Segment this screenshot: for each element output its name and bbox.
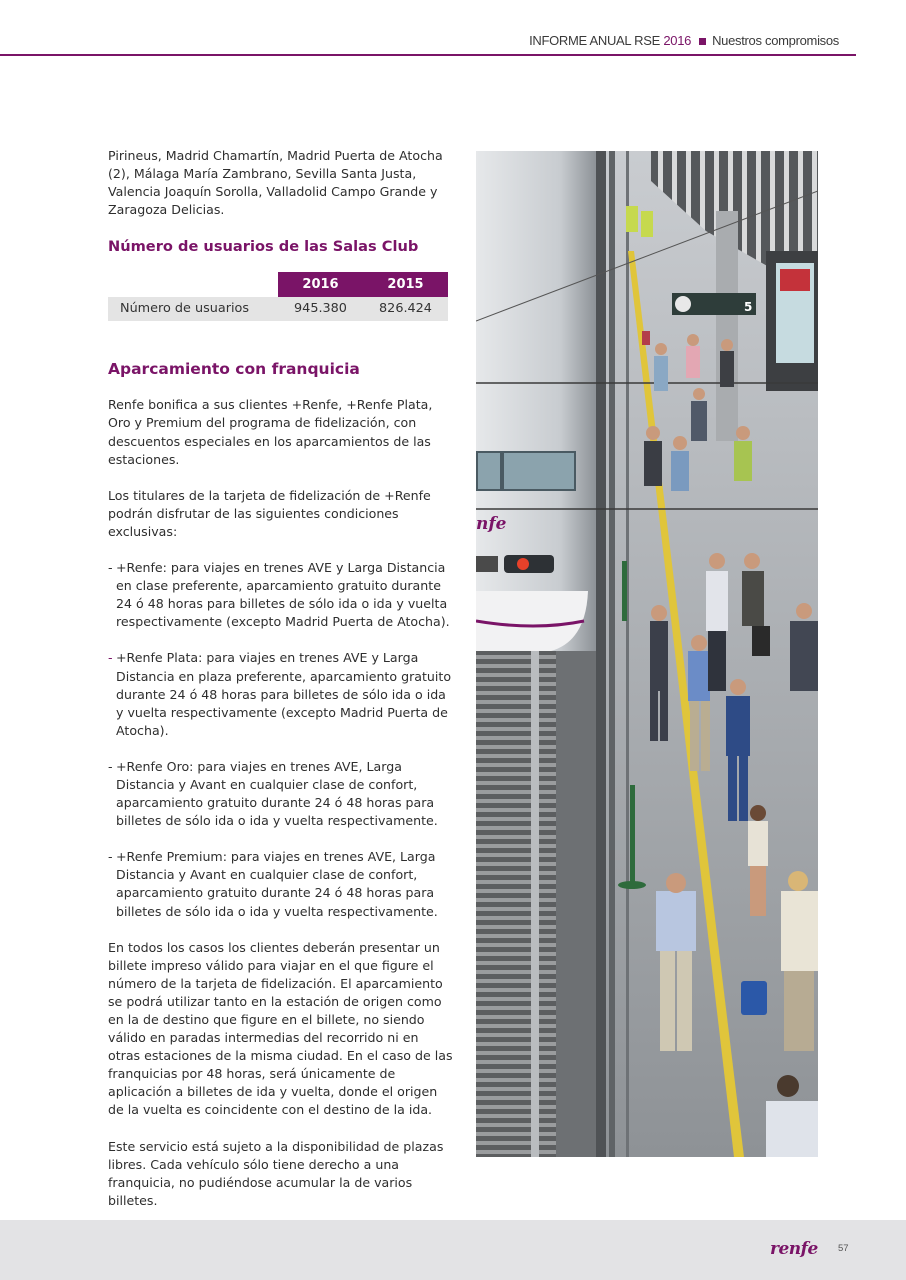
table-row <box>108 297 448 321</box>
table-header-blank <box>108 272 278 297</box>
dash-icon: - <box>108 849 113 865</box>
svg-text:nfe: nfe <box>476 514 507 534</box>
paragraph: En todos los casos los clientes deberán presentar un billete impreso válido para viajar en el que figure el número de la tarjeta de fidelización. El aparcamiento se podrá utilizar tanto en la estación de origen como en la de destino que figure en el billete, no siendo válido en paradas intermedias del recorrido ni en otras estaciones de la misma ciudad. En el caso de las franquicias por 48 horas, será únicamente de aplicación a billetes de ida y vuelta, donde el origen de la vuelta es coincidente con el destino de la ida. <box>108 939 453 1118</box>
dash-icon: - <box>108 650 113 666</box>
bullet-item <box>108 649 453 739</box>
report-year: 2016 <box>663 33 692 48</box>
square-bullet-icon <box>699 38 706 45</box>
header-divider <box>0 54 856 56</box>
users-table <box>108 272 448 321</box>
bullet-item <box>108 758 453 830</box>
section-name: Nuestros compromisos <box>712 33 839 48</box>
svg-text:5: 5 <box>744 300 753 314</box>
bullet-item <box>108 848 453 920</box>
paragraph: Los titulares de la tarjeta de fidelización de +Renfe podrán disfrutar de las siguientes condiciones exclusivas: <box>108 487 431 539</box>
intro-paragraph: Pirineus, Madrid Chamartín, Madrid Puerta de Atocha (2), Málaga María Zambrano, Sevilla Santa Justa, Valencia Joaquín Sorolla, Valladolid Campo Grande y Zaragoza Delicias. <box>108 148 443 218</box>
report-title: INFORME ANUAL RSE <box>529 33 661 48</box>
text-column <box>108 147 453 1210</box>
bullet-text: +Renfe Plata: para viajes en trenes AVE y Larga Distancia en plaza preferente, aparcamiento gratuito durante 24 ó 48 horas para billetes de sólo ida o ida y vuelta respectivamente (excepto Madrid Puerta de Atocha). <box>116 650 452 738</box>
paragraph: Este servicio está sujeto a la disponibilidad de plazas libres. Cada vehículo sólo tiene derecho a una franquicia, no pudiéndose acumular la de varios billetes. <box>108 1138 444 1208</box>
station-photo <box>476 151 818 1157</box>
renfe-logo: renfe <box>770 1239 818 1259</box>
row-label: Número de usuarios <box>108 297 278 321</box>
page-number: 57 <box>838 1243 849 1254</box>
page-footer <box>0 1220 906 1280</box>
table-header-2015: 2015 <box>363 272 448 297</box>
bullet-item <box>108 559 453 631</box>
running-header <box>529 33 839 48</box>
table-header-row <box>108 272 448 297</box>
paragraph: Renfe bonifica a sus clientes +Renfe, +Renfe Plata, Oro y Premium del programa de fidelización, con descuentos especiales en los aparcamientos de las estaciones. <box>108 397 433 467</box>
salas-club-title: Número de usuarios de las Salas Club <box>108 238 419 256</box>
table-header-2016: 2016 <box>278 272 363 297</box>
bullet-text: +Renfe Premium: para viajes en trenes AVE, Larga Distancia y Avant en cualquier clase de confort, aparcamiento gratuito durante 24 ó 48 horas para billetes de sólo ida o ida y vuelta respectivamente. <box>116 849 438 919</box>
value-2016: 945.380 <box>278 297 363 321</box>
station-photo-illustration <box>476 151 818 1157</box>
bullet-text: +Renfe: para viajes en trenes AVE y Larga Distancia en clase preferente, aparcamiento gratuito durante 24 ó 48 horas para billetes de sólo ida o ida y vuelta respectivamente (excepto Madrid Puerta de Atocha). <box>116 560 450 630</box>
page-header <box>0 0 906 56</box>
value-2015: 826.424 <box>363 297 448 321</box>
dash-icon: - <box>108 758 113 774</box>
aparcamiento-title: Aparcamiento con franquicia <box>108 360 360 379</box>
bullet-text: +Renfe Oro: para viajes en trenes AVE, Larga Distancia y Avant en cualquier clase de confort, aparcamiento gratuito durante 24 ó 48 horas para billetes de sólo ida o ida y vuelta respectivamente. <box>116 758 438 829</box>
dash-icon: - <box>108 560 113 576</box>
